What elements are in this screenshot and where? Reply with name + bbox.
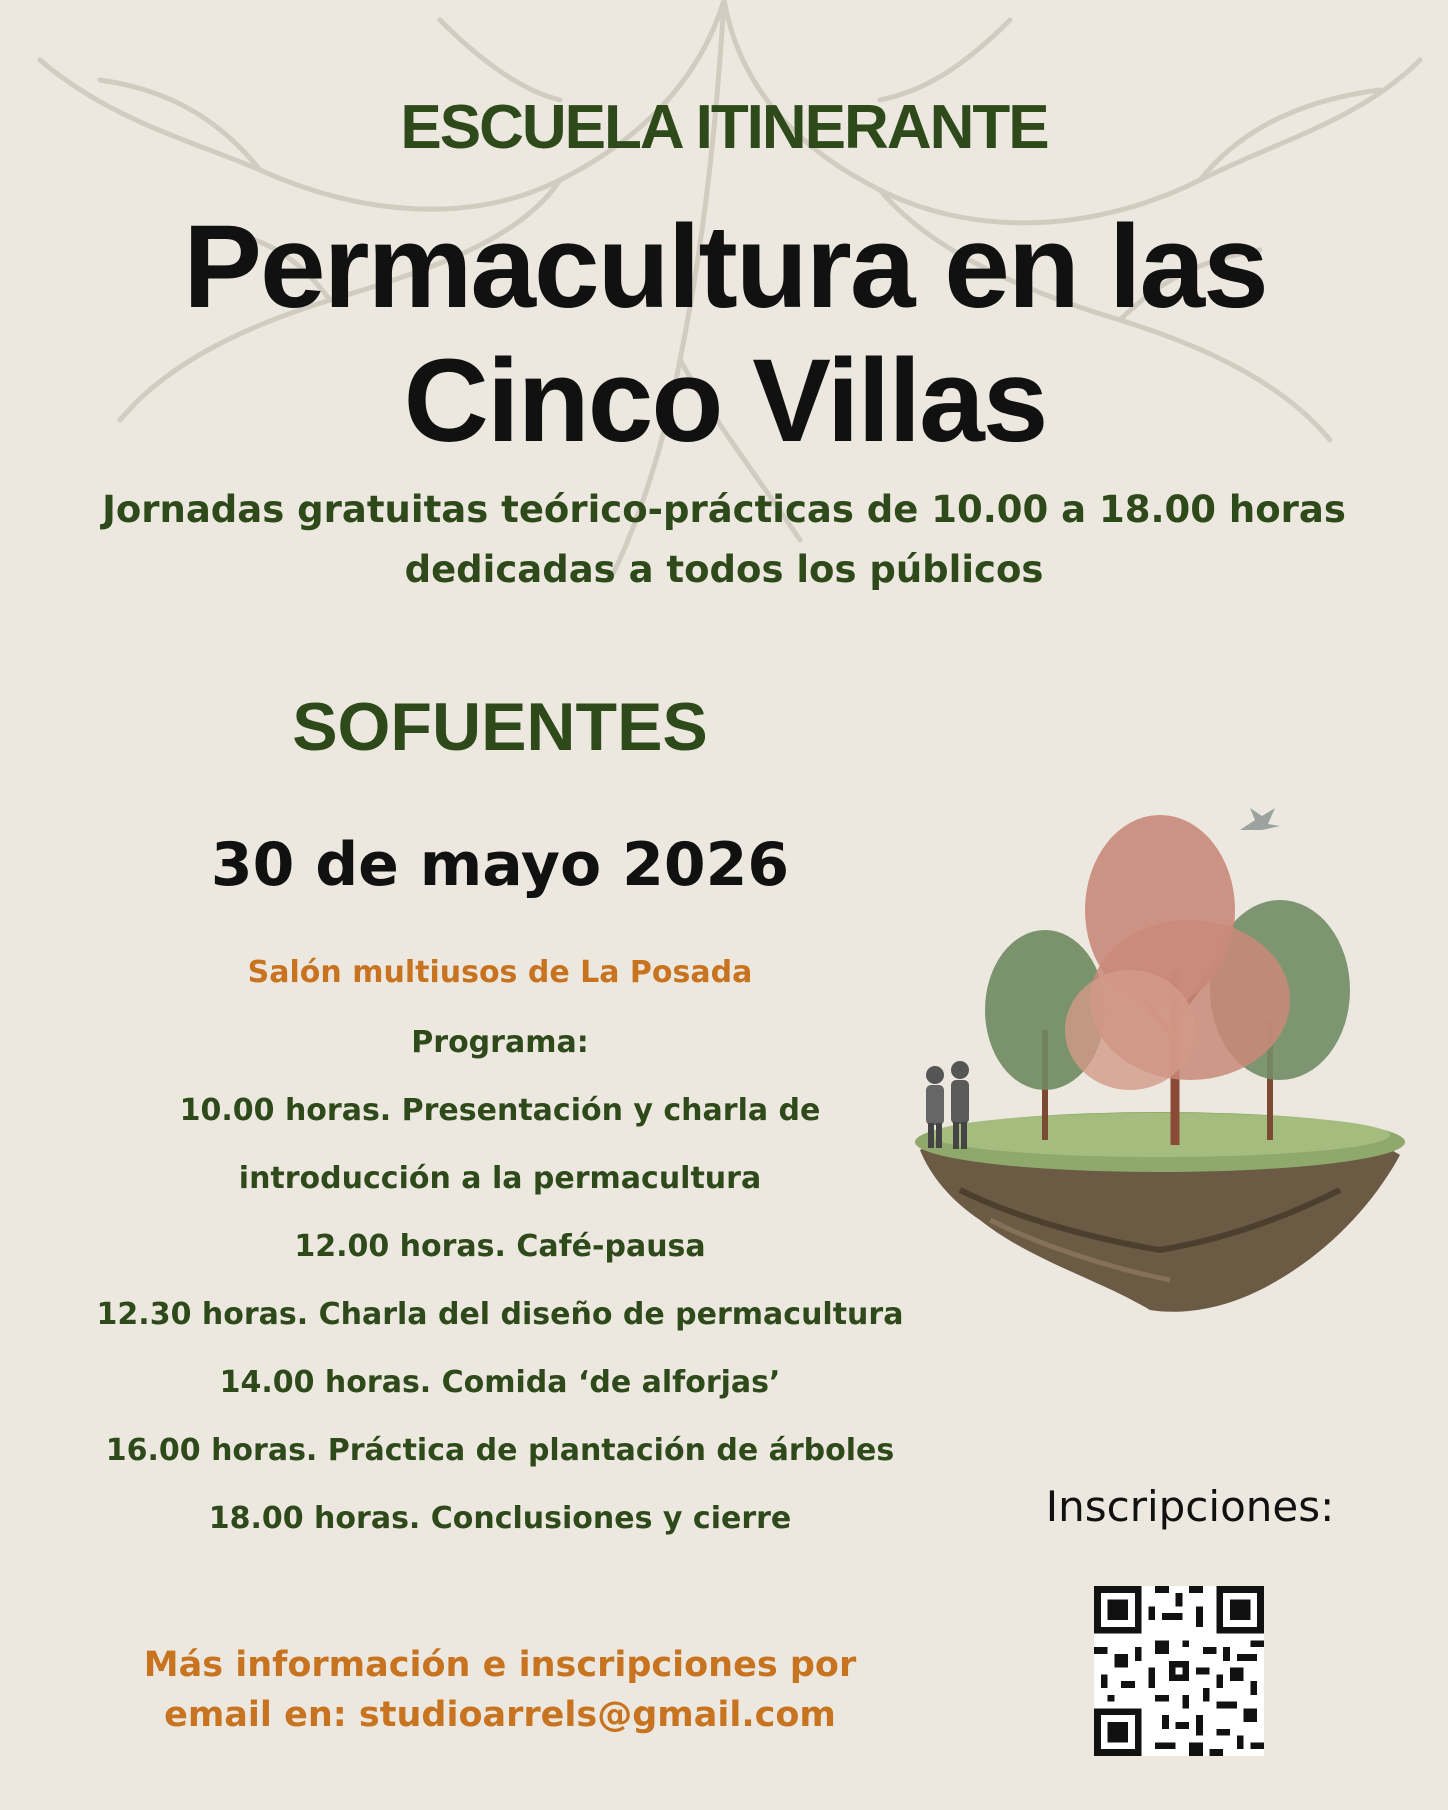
program-item: introducción a la permacultura (238, 1161, 762, 1196)
info-line-1: Más información e inscripciones por (143, 1645, 857, 1685)
program-item: 12.00 horas. Café-pausa (294, 1229, 706, 1264)
program-item: 16.00 horas. Práctica de plantación de árboles (105, 1433, 895, 1468)
locality-heading: SOFUENTES (292, 689, 708, 765)
program-heading: Programa: (411, 1025, 589, 1060)
school-label: ESCUELA ITINERANTE (400, 93, 1048, 162)
title-line-2: Cinco Villas (403, 335, 1047, 467)
program-item: 10.00 horas. Presentación y charla de (179, 1093, 821, 1128)
subtitle-line-2: dedicadas a todos los públicos (404, 548, 1044, 591)
program-list (40, 1023, 960, 1567)
event-venue: Salón multiusos de La Posada (247, 955, 753, 990)
event-date: 30 de mayo 2026 (210, 830, 790, 900)
registration-label: Inscripciones: (1045, 1482, 1335, 1531)
program-item: 14.00 horas. Comida ‘de alforjas’ (219, 1365, 781, 1400)
program-item: 12.30 horas. Charla del diseño de permacultura (96, 1297, 904, 1332)
subtitle-line-1: Jornadas gratuitas teórico-prácticas de 10.00 a 18.00 horas (102, 488, 1346, 531)
qr-code[interactable] (1094, 1586, 1264, 1756)
floating-island-illustration (900, 790, 1420, 1360)
event-subtitle (0, 480, 1448, 600)
title-line-1: Permacultura en las (183, 201, 1267, 333)
contact-email[interactable]: email en: studioarrels@gmail.com (164, 1695, 836, 1735)
bird-icon (1240, 808, 1280, 830)
event-title (60, 200, 1390, 468)
program-item: 18.00 horas. Conclusiones y cierre (208, 1501, 792, 1536)
contact-info (60, 1640, 940, 1740)
